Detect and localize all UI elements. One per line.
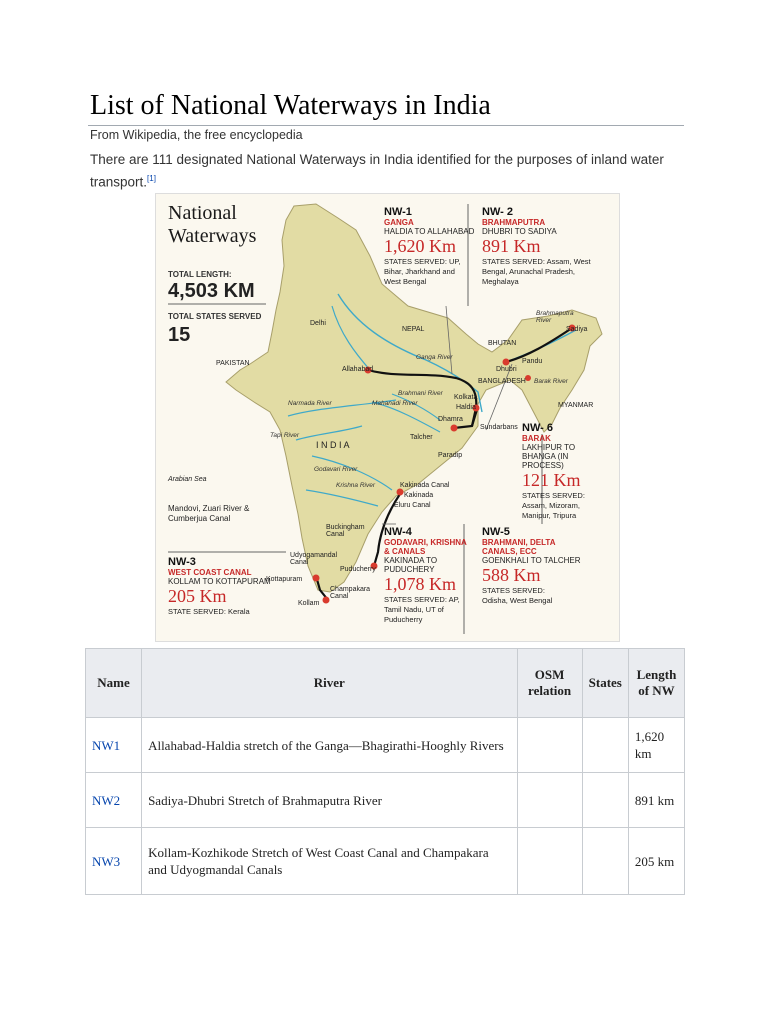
label-allahabad: Allahabad [342, 366, 374, 373]
nw2-code: NW- 2 [482, 206, 513, 218]
nw6-river: BARAK [522, 434, 551, 443]
label-india: I N D I A [316, 440, 350, 450]
header-states[interactable]: States [582, 649, 628, 718]
page-title: List of National Waterways in India [90, 90, 491, 121]
nw4-river-line2: & CANALS [384, 547, 426, 556]
label-udyogamandal: Udyogamandal Canal [290, 552, 338, 566]
dhubri-point [503, 359, 510, 366]
label-godavari-river: Godavari River [314, 466, 358, 473]
nw1-route: HALDIA TO ALLAHABAD [384, 227, 475, 236]
nw6-code: NW- 6 [522, 422, 553, 434]
nw1-river: GANGA [384, 218, 414, 227]
nw2-route: DHUBRI TO SADIYA [482, 227, 557, 236]
label-eluru-canal: Eluru Canal [394, 502, 431, 509]
label-paradip: Paradip [438, 452, 463, 459]
label-pakistan: PAKISTAN [216, 360, 250, 367]
nw5-river-line1: BRAHMANI, DELTA [482, 538, 556, 547]
label-dhubri: Dhubri [496, 366, 517, 373]
label-tapi-river: Tapi River [270, 432, 300, 439]
national-waterways-map[interactable] [155, 193, 620, 642]
nw4-route: KAKINADA TO PUDUCHERY [384, 556, 438, 574]
map-title-line1: National [168, 202, 237, 224]
label-myanmar: MYANMAR [558, 402, 594, 409]
label-brahmaputra-river: Brahmaputra River [536, 310, 574, 324]
nw2-river-cell: Sadiya-Dhubri Stretch of Brahmaputra River [142, 773, 517, 828]
table-row [86, 828, 685, 895]
header-length[interactable]: Length of NW [628, 649, 684, 718]
title-divider [88, 125, 684, 126]
nw3-route: KOLLAM TO KOTTAPURAM [168, 577, 271, 586]
label-bhutan: BHUTAN [488, 340, 517, 347]
label-mahanadi-river: Mahanadi River [372, 400, 418, 407]
label-puducherry: Puducherry [340, 566, 376, 573]
nw6-states: STATES SERVED: Assam, Mizoram, Manipur, Tripura [522, 491, 585, 520]
nw3-link[interactable]: NW3 [86, 828, 142, 895]
nw4-states: STATES SERVED: AP, Tamil Nadu, UT of Puducherry [384, 595, 460, 624]
header-river[interactable]: River [142, 649, 517, 718]
kollam-point [323, 597, 330, 604]
talcher-point [451, 425, 458, 432]
nw1-link[interactable]: NW1 [86, 718, 142, 773]
nw6-route: LAKHIPUR TO BHANGA (IN PROCESS) [522, 443, 576, 470]
nw3-length-cell: 205 km [628, 828, 684, 895]
nw1-length-cell: 1,620 km [628, 718, 684, 773]
nw3-length: 205 Km [168, 586, 227, 606]
label-sadiya: Sadiya [566, 326, 588, 333]
nw3-info [168, 556, 278, 617]
nw2-length-cell: 891 km [628, 773, 684, 828]
nw5-length: 588 Km [482, 565, 541, 585]
page-subtitle: From Wikipedia, the free encyclopedia [90, 128, 303, 142]
nw1-states: STATES SERVED: UP, Bihar, Jharkhand and West Bengal [384, 257, 461, 286]
label-dhamra: Dhamra [438, 416, 463, 423]
nw3-states-cell [582, 828, 628, 895]
waterways-table [85, 648, 685, 895]
nw3-states: STATE SERVED: Kerala [168, 607, 250, 616]
label-haldia: Haldia [456, 404, 476, 411]
label-mandovi: Mandovi, Zuari River & [168, 504, 250, 513]
nw2-river: BRAHMAPUTRA [482, 218, 546, 227]
nw5-info [482, 526, 581, 606]
label-sundarbans: Sundarbans [480, 424, 518, 431]
table-row [86, 718, 685, 773]
label-buckingham-canal: Buckingham Canal [326, 524, 365, 538]
nw1-river-cell: Allahabad-Haldia stretch of the Ganga—Bhagirathi-Hooghly Rivers [142, 718, 517, 773]
nw4-length: 1,078 Km [384, 574, 456, 594]
nw3-osm-cell [517, 828, 582, 895]
total-states-label: TOTAL STATES SERVED [168, 312, 262, 321]
nw2-link[interactable]: NW2 [86, 773, 142, 828]
nw4-info [384, 526, 467, 625]
label-brahmani-river: Brahmani River [398, 390, 443, 397]
total-length-label: TOTAL LENGTH: [168, 270, 232, 279]
nw4-code: NW-4 [384, 526, 412, 538]
kottapuram-point [313, 575, 320, 582]
reference-link[interactable]: [1] [147, 174, 156, 183]
nw1-code: NW-1 [384, 206, 412, 218]
nw2-states: STATES SERVED: Assam, West Bengal, Arunachal Pradesh, Meghalaya [482, 257, 591, 286]
nw2-states-cell [582, 773, 628, 828]
total-length-value: 4,503 KM [168, 280, 255, 302]
header-name[interactable]: Name [86, 649, 142, 718]
label-narmada-river: Narmada River [288, 400, 332, 407]
label-nepal: NEPAL [402, 326, 425, 333]
label-champakara: Champakara Canal [330, 586, 371, 600]
table-header-row [86, 649, 685, 718]
nw1-info [384, 206, 474, 287]
nw2-osm-cell [517, 773, 582, 828]
total-states-value: 15 [168, 324, 191, 346]
label-ganga-river: Ganga River [416, 354, 453, 361]
nw4-river-line1: GODAVARI, KRISHNA [384, 538, 467, 547]
label-bangladesh: BANGLADESH [478, 378, 526, 385]
intro-paragraph [90, 150, 680, 192]
label-barak-river: Barak River [534, 378, 568, 385]
label-talcher: Talcher [410, 434, 433, 441]
label-cumberjua: Cumberjua Canal [168, 514, 231, 523]
nw2-length: 891 Km [482, 236, 541, 256]
header-osm-relation[interactable]: OSM relation [517, 649, 582, 718]
nw1-osm-cell [517, 718, 582, 773]
nw5-states: STATES SERVED: Odisha, West Bengal [482, 586, 553, 605]
table-row [86, 773, 685, 828]
map-title [168, 202, 256, 248]
nw6-length: 121 Km [522, 470, 581, 490]
label-arabian-sea: Arabian Sea [168, 476, 207, 483]
intro-text: There are 111 designated National Waterways in India identified for the purposes of inland water transport. [90, 152, 664, 190]
label-kakinada-canal: Kakinada Canal [400, 482, 450, 489]
nw1-length: 1,620 Km [384, 236, 456, 256]
map-title-line2: Waterways [168, 225, 257, 247]
nw5-route: GOENKHALI TO TALCHER [482, 556, 581, 565]
label-delhi: Delhi [310, 320, 326, 327]
nw3-river: WEST COAST CANAL [168, 568, 252, 577]
kakinada-point [397, 489, 404, 496]
label-pandu: Pandu [522, 358, 543, 365]
nw5-code: NW-5 [482, 526, 510, 538]
nw3-river-cell: Kollam-Kozhikode Stretch of West Coast Canal and Champakara and Udyogmandal Canals [142, 828, 517, 895]
nw1-states-cell [582, 718, 628, 773]
label-kollam: Kollam [298, 600, 320, 607]
nw6-info [522, 422, 608, 521]
nw2-info [482, 206, 600, 287]
label-kolkata: Kolkata [454, 394, 478, 401]
label-krishna-river: Krishna River [336, 482, 376, 489]
label-kakinada: Kakinada [404, 492, 434, 499]
nw5-river-line2: CANALS, ECC [482, 547, 537, 556]
lakhipur-point [525, 375, 531, 381]
label-kottapuram: Kottapuram [266, 576, 303, 583]
nw3-code: NW-3 [168, 556, 196, 568]
